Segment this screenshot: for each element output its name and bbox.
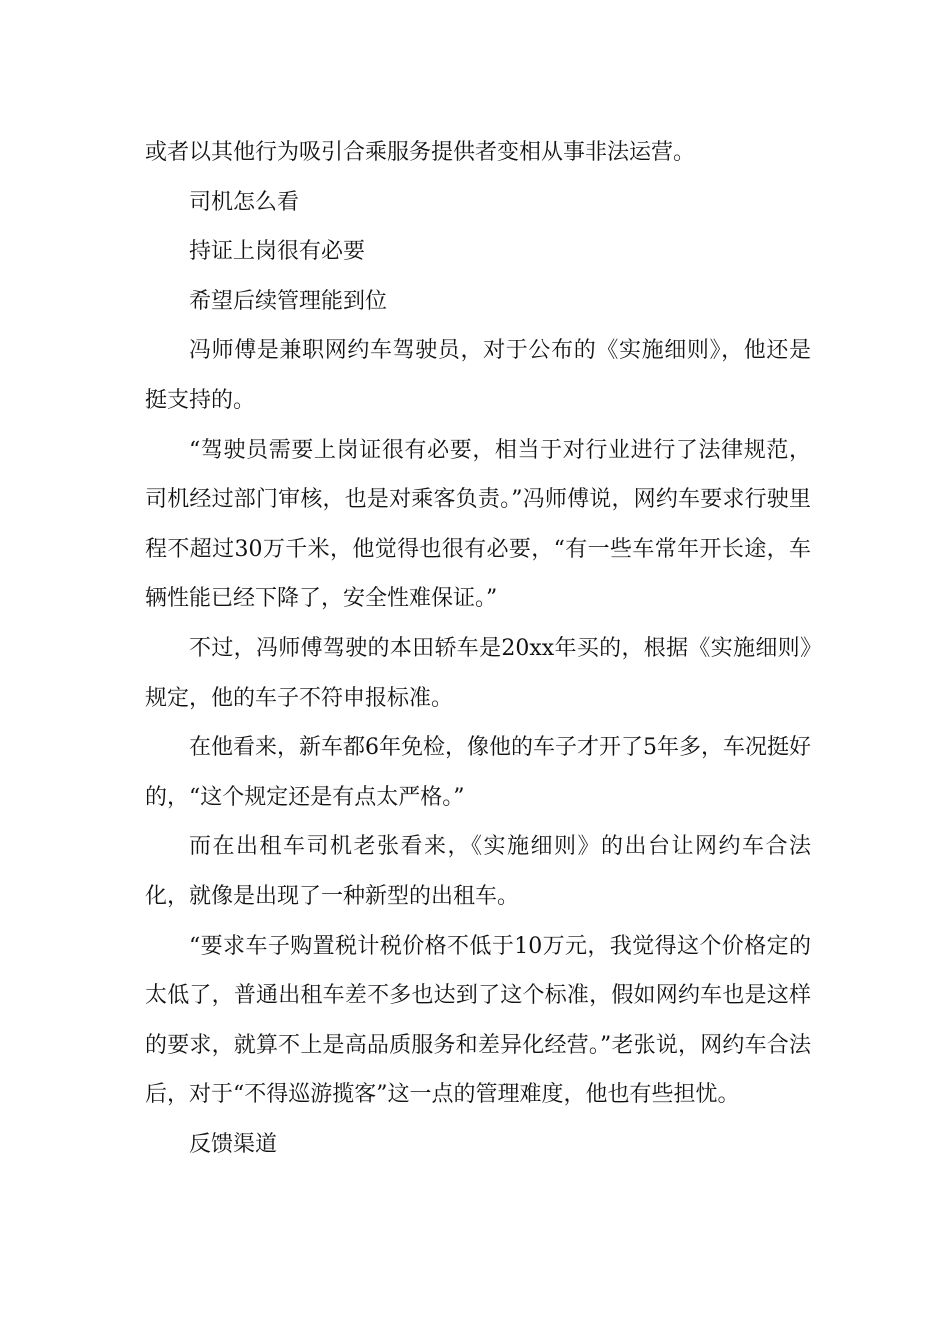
document-body	[145, 128, 811, 1169]
section-heading: 反馈渠道	[189, 1131, 278, 1157]
paragraph: 不过，冯师傅驾驶的本田轿车是20xx年买的，根据《实施细则》规定，他的车子不符申报标准。	[145, 635, 811, 711]
subheading: 希望后续管理能到位	[189, 288, 388, 314]
paragraph: “要求车子购置税计税价格不低于10万元，我觉得这个价格定的太低了，普通出租车差不多也达到了这个标准，假如网约车也是这样的要求，就算不上是高品质服务和差异化经营。”老张说，网约车合法后，对于“不得巡游揽客”这一点的管理难度，他也有些担忧。	[145, 933, 811, 1108]
paragraph: 在他看来，新车都6年免检，像他的车子才开了5年多，车况挺好的，“这个规定还是有点太严格。”	[145, 735, 811, 810]
paragraph-continuation: 或者以其他行为吸引合乘服务提供者变相从事非法运营。	[145, 140, 696, 165]
paragraph: 冯师傅是兼职网约车驾驶员，对于公布的《实施细则》，他还是挺支持的。	[145, 338, 811, 413]
section-heading: 司机怎么看	[189, 189, 300, 215]
paragraph: 而在出租车司机老张看来，《实施细则》的出台让网约车合法化，就像是出现了一种新型的出租车。	[145, 834, 811, 909]
subheading: 持证上岗很有必要	[189, 239, 366, 265]
paragraph: “驾驶员需要上岗证很有必要，相当于对行业进行了法律规范，司机经过部门审核，也是对乘客负责。”冯师傅说，网约车要求行驶里程不超过30万千米，他觉得也很有必要，“有一些车常年开长途，车辆性能已经下降了，安全性难保证。”	[145, 437, 811, 612]
